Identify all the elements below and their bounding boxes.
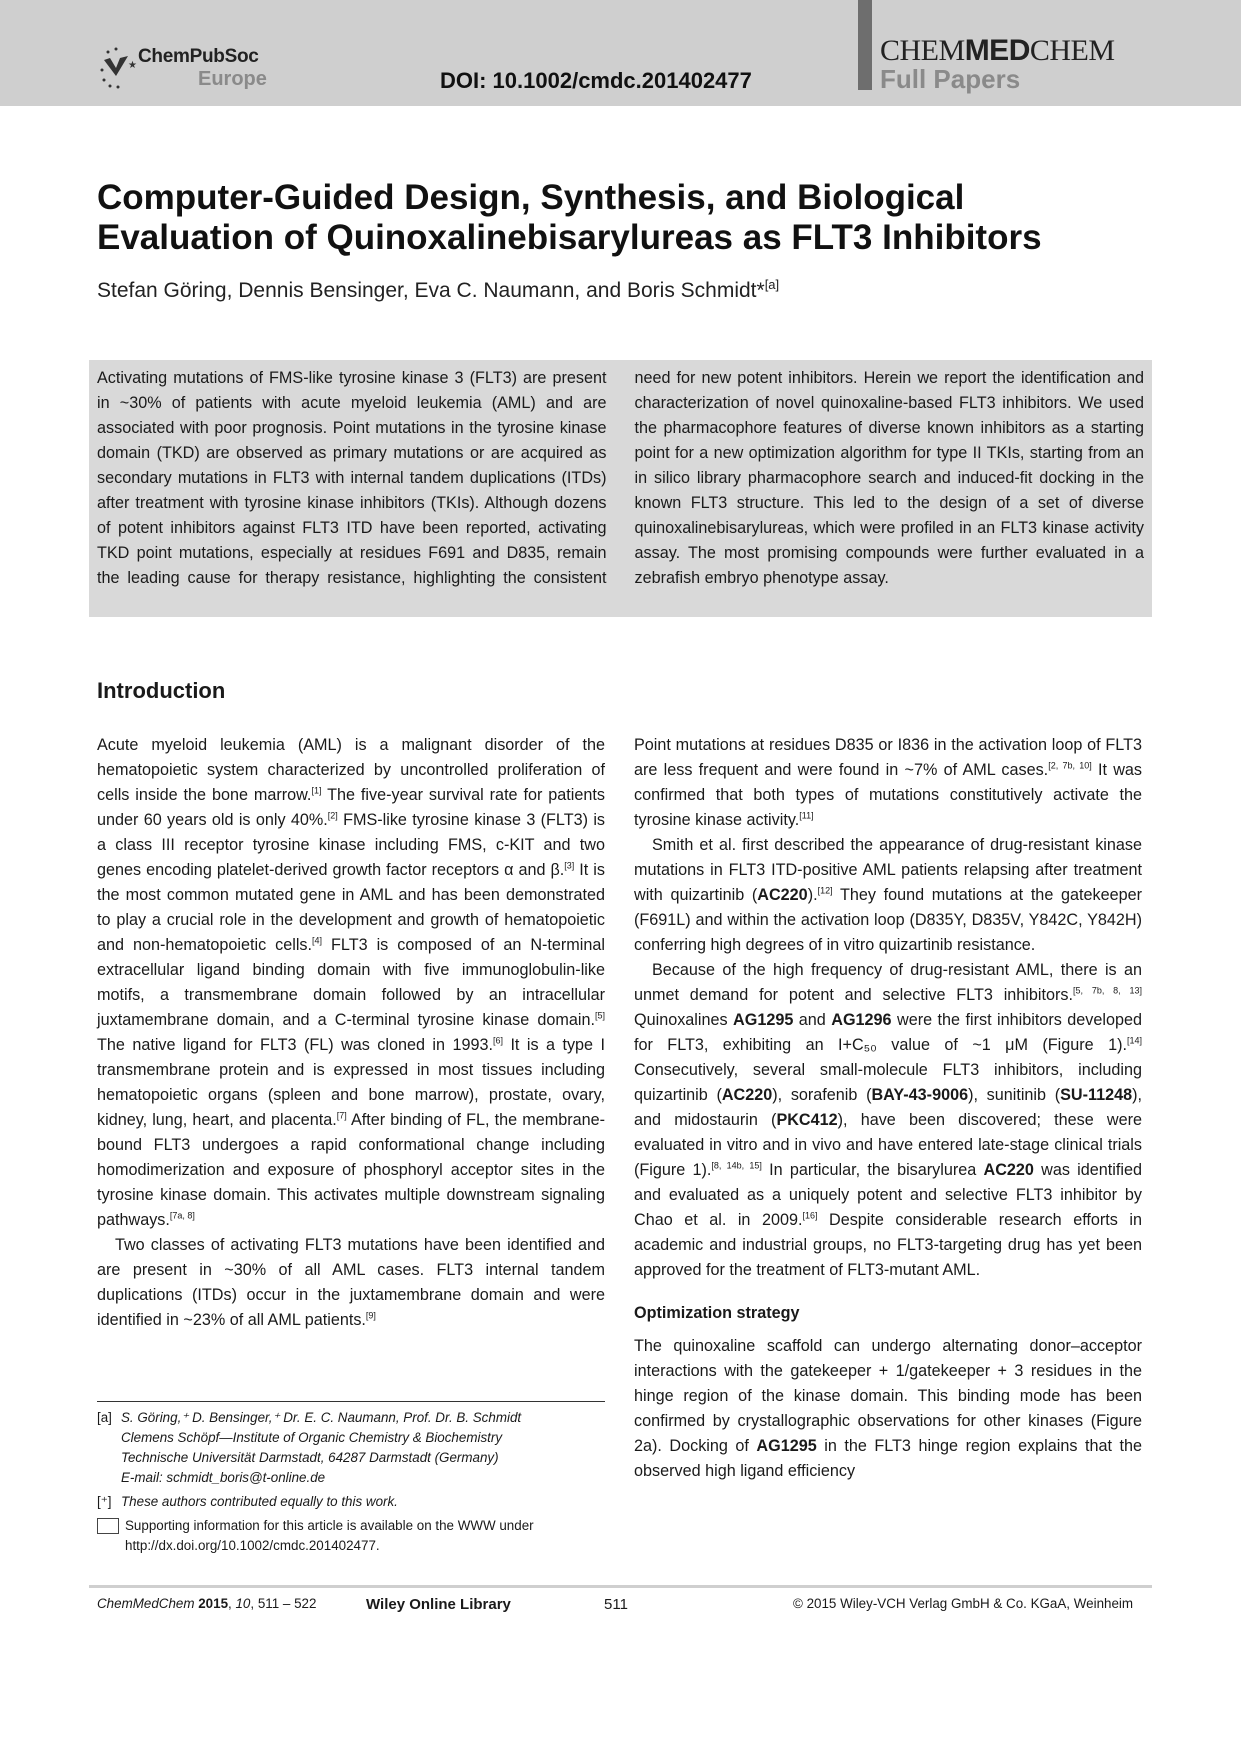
article-title: Computer-Guided Design, Synthesis, and Biological Evaluation of Quinoxalinebisarylureas as FLT3 Inhibitors [97,178,1042,257]
affiliation-line: Technische Universität Darmstadt, 64287 Darmstadt (Germany) [121,1450,499,1465]
journal-header [0,0,1241,106]
supporting-info-link[interactable]: Supporting information for this article is available on the WWW under http://dx.doi.org/10.1002/cmdc.201402477. [125,1518,534,1553]
citation-ref: [7a, 8] [169,1210,195,1221]
text: FMS-like tyrosine kinase 3 (FLT3) is a class III receptor tyrosine kinase including FMS, c-KIT and two genes encoding platelet-derived growth factor receptors α and β. [97,811,606,879]
paragraph [634,733,1142,833]
copyright: © 2015 Wiley-VCH Verlag GmbH & Co. KGaA, Weinheim [793,1596,1134,1611]
citation-ref: [11] [799,810,814,821]
footer-divider [89,1585,1152,1588]
svg-text:★: ★ [128,60,137,71]
text: ), sorafenib ( [772,1086,872,1104]
text: ), have been discovered; these were evaluated in vitro and in vivo and have entered late-stage clinical trials (Figure 1). [634,1111,1142,1179]
text: ), and midostaurin ( [634,1086,1142,1129]
affiliation-line: S. Göring,⁺ D. Bensinger,⁺ Dr. E. C. Naumann, Prof. Dr. B. Schmidt [121,1410,522,1425]
text: Two classes of activating FLT3 mutations have been identified and are present in ~30% of all AML cases. FLT3 internal tandem duplications (ITDs) occur in the juxtamembrane domain and were identified in ~23% of all AML patients. [97,1236,605,1329]
compound-label: SU-11248 [1060,1086,1133,1104]
author-list [97,279,779,303]
text: It was confirmed that both types of mutations constitutively activate the tyrosine kinase activity. [634,761,1142,829]
paragraph [97,1233,605,1333]
abstract: Activating mutations of FMS-like tyrosine kinase 3 (FLT3) are present in ~30% of patients with acute myeloid leukemia (AML) and are associated with poor prognosis. Point mutations in the tyrosine kinase domain (TKD) are observed as primary mutations or are acquired as secondary mutations in FLT3 with internal tandem duplications (ITDs) after treatment with tyrosine kinase inhibitors (TKIs). Although dozens of potent inhibitors against FLT3 ITD have been reported, activating TKD point mutations, especially at residues F691 and D835, remain the leading cause for therapy resistance, highlighting the consistent need for new potent inhibitors. Herein we report the identification and characterization of novel quinoxaline-based FLT3 inhibitors. We used the pharmacophore features of diverse known inhibitors as a starting point for a new optimization algorithm for type II TKIs, starting from an in silico library pharmacophore search and induced-fit docking in the known FLT3 structure. This led to the design of a set of diverse quinoxalinebisarylureas, which were profiled in an FLT3 kinase activity assay. The most promising compounds were further evaluated in a zebrafish embryo phenotype assay. [89,360,1152,617]
citation-ref: [7] [336,1110,347,1121]
text: was identified and evaluated as a uniquely potent and selective FLT3 inhibitor by Chao et al. in 2009. [634,1161,1142,1229]
text: ), sunitinib ( [968,1086,1061,1104]
paragraph [634,833,1142,958]
email-link[interactable]: E-mail: schmidt_boris@t-online.de [121,1470,326,1485]
citation-ref: [6] [492,1035,503,1046]
paragraph [634,958,1142,1283]
text: in the FLT3 hinge region explains that the observed high ligand efficiency [634,1437,1142,1480]
footnote-tag: [a] [97,1410,112,1425]
right-column-paragraphs-2 [634,1334,1142,1484]
citation-ref: [12] [817,885,833,896]
paragraph [634,1334,1142,1484]
paragraph [97,733,605,1233]
compound-label: AG1296 [831,1011,892,1029]
text: It is a type I transmembrane protein and is expressed in most tissues including hematopoietic organs (spleen and bone marrow), prostate, ovary, kidney, lung, heart, and placenta. [97,1036,605,1129]
text: In particular, the bisarylurea [761,1161,984,1179]
text: Because of the high frequency of drug-resistant AML, there is an unmet demand for potent and selective FLT3 inhibitors. [634,961,1142,1004]
computer-icon [97,1518,119,1534]
footnote-equal-contribution [97,1492,617,1512]
text: Despite considerable research efforts in academic and industrial groups, no FLT3-targeting drug has yet been approved for the treatment of FLT3-mutant AML. [634,1211,1142,1279]
logo-text-europe: Europe [198,68,267,90]
citation-ref: [5] [594,1010,605,1021]
text: They found mutations at the gatekeeper (F691L) and within the activation loop (D835Y, D835V, Y842C, Y842H) conferring high degrees of in vitro quizartinib resistance. [634,886,1142,954]
footnote-tag: [⁺] [97,1494,112,1509]
affiliation-line: Clemens Schöpf—Institute of Organic Chemistry & Biochemistry [121,1430,503,1445]
affiliation-marker: [a] [764,277,780,292]
footer-pages: 511 – 522 [257,1596,317,1611]
text: After binding of FL, the membrane-bound FLT3 undergoes a rapid conformational change including homodimerization and exposure of phosphoryl acceptor sites in the tyrosine kinase domain. This activates multiple downstream signaling pathways. [97,1111,606,1229]
citation-ref: [9] [365,1310,376,1321]
compound-label: AC220 [721,1086,773,1104]
right-column [634,733,1142,1484]
text: Acute myeloid leukemia (AML) is a malignant disorder of the hematopoietic system characterized by uncontrolled proliferation of cells inside the bone marrow. [97,736,605,804]
footnote-text: These authors contributed equally to this work. [121,1494,398,1509]
star-logo-icon [98,46,137,90]
footer-year: 2015 [198,1596,229,1611]
citation-ref: [14] [1126,1035,1142,1046]
wiley-online-library-link[interactable]: Wiley Online Library [366,1596,511,1613]
citation-ref: [1] [311,785,322,796]
citation-ref: [16] [802,1210,818,1221]
citation-ref: [4] [312,935,323,946]
chempubsoc-logo [98,44,278,94]
compound-label: BAY-43-9006 [871,1086,969,1104]
text: Smith et al. first described the appearance of drug-resistant kinase mutations in FLT3 ITD-positive AML patients relapsing after treatment with quizartinib ( [634,836,1142,904]
subheading-optimization-strategy: Optimization strategy [634,1304,800,1322]
doi: DOI: 10.1002/cmdc.201402477 [440,68,752,93]
right-column-paragraphs [634,733,1142,1283]
page-number: 511 [604,1596,628,1613]
text: FLT3 is composed of an N-terminal extracellular ligand binding domain with five immunoglobulin-like motifs, a transmembrane domain followed by an intracellular juxtamembrane domain, and a C-terminal tyrosine kinase domain. [97,936,605,1029]
text: The five-year survival rate for patients under 60 years old is only 40%. [97,786,605,829]
text: ). [807,886,818,904]
journal-name-part: CHEM [880,34,965,67]
citation-ref: [2, 7b, 10] [1048,760,1092,771]
compound-label: AG1295 [733,1011,794,1029]
text: Point mutations at residues D835 or I836 in the activation loop of FLT3 are less frequent and were found in ~7% of AML cases. [634,736,1142,779]
citation-ref: [5, 7b, 8, 13] [1072,985,1142,996]
compound-label: PKC412 [776,1111,838,1129]
compound-label: AC220 [757,886,808,904]
compound-label: AG1295 [756,1437,817,1455]
section-heading-introduction: Introduction [97,678,226,703]
citation-ref: [8, 14b, 15] [711,1160,762,1171]
journal-name-part: MED [964,34,1030,67]
footnote-supporting-info [97,1516,617,1556]
journal-name [880,34,1115,68]
citation-ref: [2] [327,810,338,821]
text: The quinoxaline scaffold can undergo alternating donor–acceptor interactions with the gatekeeper + 1/gatekeeper + 3 residues in the hinge region of the kinase domain. This binding mode has been confirmed by crystallographic observations for other kinases (Figure 2a). Docking of [634,1337,1142,1455]
text: and [793,1011,832,1029]
footer-journal: ChemMedChem [97,1596,195,1611]
footnote-divider [97,1401,605,1402]
text: It is the most common mutated gene in AML and has been demonstrated to play a crucial role in the development and growth of hematopoietic and non-hematopoietic cells. [97,861,605,954]
text: Quinoxalines [634,1011,734,1029]
text: were the first inhibitors developed for FLT3, exhibiting an I+C₅₀ value of ~1 μM (Figure 1). [634,1011,1142,1054]
citation: ChemMedChem 2015, 10, 511 – 522 [97,1596,317,1611]
authors: Stefan Göring, Dennis Bensinger, Eva C. Naumann, and Boris Schmidt* [97,279,765,302]
article-type: Full Papers [880,64,1021,94]
text: The native ligand for FLT3 (FL) was cloned in 1993. [97,1036,493,1054]
footer-volume: 10 [235,1596,251,1611]
compound-label: AC220 [983,1161,1034,1179]
journal-bar [858,0,872,90]
logo-text-chempubsoc: ChemPubSoc [138,46,259,67]
left-column [97,733,605,1333]
footnotes [97,1408,617,1556]
text: Consecutively, several small-molecule FLT3 inhibitors, including quizartinib ( [634,1061,1142,1104]
citation-ref: [3] [564,860,575,871]
footnote-affiliation [97,1408,617,1488]
journal-name-part: CHEM [1029,34,1115,67]
